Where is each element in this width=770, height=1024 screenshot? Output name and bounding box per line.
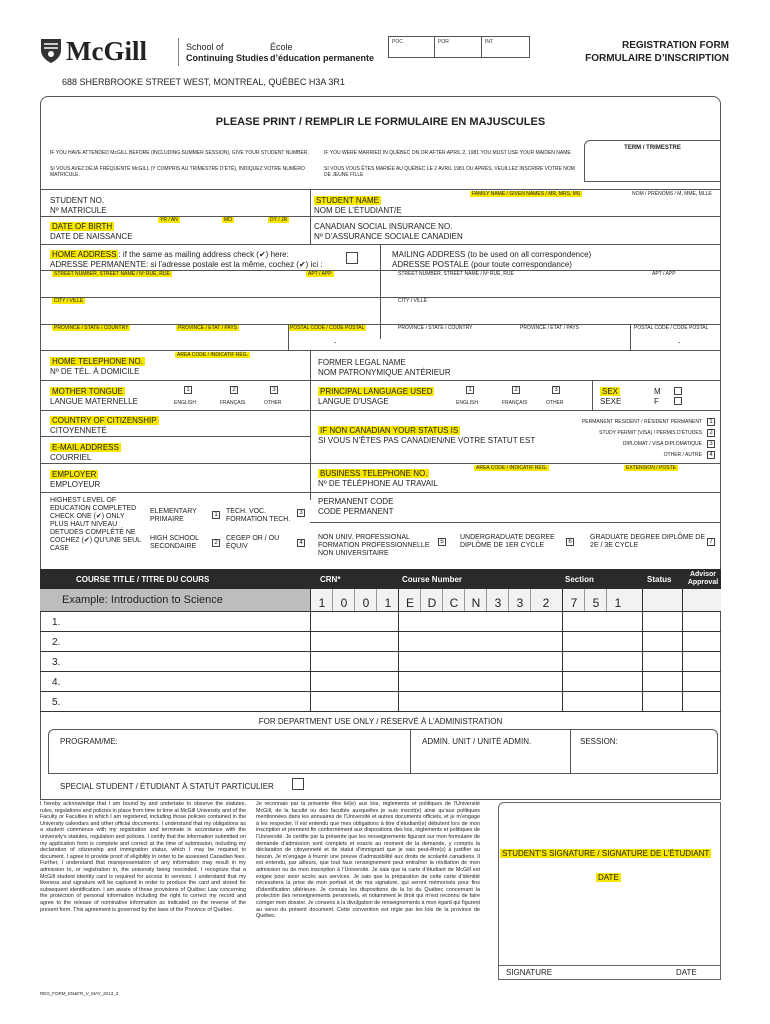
citizenship-label-2: CITOYENNETÉ bbox=[50, 426, 107, 435]
edu-elementary-checkbox[interactable]: 1 bbox=[212, 511, 220, 519]
edu-nonuniv-checkbox[interactable]: 5 bbox=[438, 538, 446, 546]
school-fr-2: d’éducation permanente bbox=[270, 53, 375, 63]
main-heading: PLEASE PRINT / REMPLIR LE FORMULAIRE EN MAJUSCULES bbox=[215, 116, 546, 128]
school-en-1: School of bbox=[186, 42, 224, 52]
form-title-en: REGISTRATION FORM bbox=[621, 40, 729, 51]
biz-tel-input[interactable] bbox=[470, 472, 716, 490]
dob-mo-label: MO bbox=[224, 217, 233, 223]
form-title-fr: FORMULAIRE D’INSCRIPTION bbox=[585, 53, 729, 64]
session-label: SESSION: bbox=[580, 737, 618, 746]
mailing-label-2: ADRESSE POSTALE (pour toute correspondance) bbox=[392, 260, 572, 269]
former-name-label-2: NOM PATRONYMIQUE ANTÉRIEUR bbox=[318, 368, 451, 377]
admin-unit-label: ADMIN. UNIT / UNITÉ ADMIN. bbox=[422, 737, 532, 746]
sex-label-1: SEX bbox=[602, 387, 619, 396]
education-label: HIGHEST LEVEL OF EDUCATION COMPLETED CHECK ONE (✔) ONLY PLUS HAUT NIVEAU DETUDES COMPLÉTÉ NE COCHEZ (✔) QU’UNE SEUL CASE bbox=[50, 497, 141, 552]
col-course-number: Course Number bbox=[402, 575, 463, 584]
family-name-hint: FAMILY NAME / GIVEN NAMES / MR, MRS, MS bbox=[472, 191, 581, 197]
postal-right-hint: POSTAL CODE / CODE POSTAL bbox=[634, 325, 709, 331]
area-code-hint-2: AREA CODE / INDICATIF RÉG. bbox=[476, 465, 548, 471]
edu-techvoc-checkbox[interactable]: 3 bbox=[297, 509, 305, 517]
status-pr-checkbox[interactable]: 1 bbox=[707, 418, 715, 426]
province-fr-right-hint: PROVINCE / ÉTAT / PAYS bbox=[520, 325, 579, 331]
edu-techvoc-label: TECH. VOC. FORMATION TECH. bbox=[226, 508, 291, 523]
mother-tongue-english-checkbox[interactable]: 1 bbox=[184, 386, 192, 394]
apt-right-hint: APT / APP bbox=[652, 271, 676, 277]
street-right-hint: STREET NUMBER, STREET NAME / Nº RUE, RUE bbox=[398, 271, 514, 277]
home-address-text-1: : if the same as mailing address check (✔) here: bbox=[118, 250, 289, 259]
lang-other-label: OTHER bbox=[264, 400, 282, 406]
employer-label-1: EMPLOYER bbox=[52, 470, 97, 479]
status-other-checkbox[interactable]: 4 bbox=[707, 451, 715, 459]
extension-hint: EXTENSION / POSTE bbox=[626, 465, 677, 471]
example-crn-digit: 0 bbox=[340, 596, 348, 610]
status-diplomat-label: DIPLOMAT / VISA DIPLOMATIQUE bbox=[622, 441, 702, 447]
note-attended-en: IF YOU HAVE ATTENDED McGILL BEFORE (INCLUDING SUMMER SESSION), GIVE YOUR STUDENT NUMBER. bbox=[50, 150, 309, 156]
address: 688 SHERBROOKE STREET WEST, MONTREAL, QUÉBEC H3A 3R1 bbox=[62, 77, 345, 87]
lang-english-label: ENGLISH bbox=[174, 400, 196, 406]
course-table-header bbox=[40, 569, 721, 589]
edu-grad-checkbox[interactable]: 7 bbox=[707, 538, 715, 546]
example-course-char: D bbox=[427, 596, 437, 610]
home-tel-label-1: HOME TELEPHONE NO. bbox=[52, 357, 143, 366]
mailing-label-1: MAILING ADDRESS (to be used on all correspondence) bbox=[392, 250, 592, 259]
school-fr-1: École bbox=[270, 42, 293, 52]
student-name-label-2: NOM DE L’ÉTUDIANT/E bbox=[314, 206, 402, 215]
office-box-int: INT bbox=[485, 39, 494, 45]
example-course-char: N bbox=[471, 596, 481, 610]
home-street-input[interactable] bbox=[50, 278, 376, 294]
dob-dy-label: DY / JR bbox=[270, 217, 288, 223]
form-code: REG_FORM_EN&FR_V_MAY_2013_3 bbox=[40, 991, 119, 996]
signature-label: SIGNATURE bbox=[506, 968, 553, 977]
edu-undergrad-label: UNDERGRADUATE DEGREE DIPLÔME DE 1ER CYCLE bbox=[460, 534, 555, 549]
department-heading: FOR DEPARTMENT USE ONLY / RÉSERVÉ À L’ADMINISTRATION bbox=[258, 717, 503, 726]
mother-tongue-label-2: LANGUE MATERNELLE bbox=[50, 397, 138, 406]
office-box-por: POR bbox=[438, 39, 449, 45]
postal-left-dash: - bbox=[334, 340, 337, 347]
former-name-label-1: FORMER LEGAL NAME bbox=[318, 358, 406, 367]
example-course-char: 3 bbox=[516, 596, 524, 610]
example-section-digit: 1 bbox=[614, 596, 622, 610]
area-code-hint-1: AREA CODE / INDICATIF RÉG. bbox=[177, 352, 249, 358]
col-section: Section bbox=[565, 575, 594, 584]
home-address-label bbox=[50, 250, 289, 259]
email-label-1: E-MAIL ADDRESS bbox=[52, 443, 119, 452]
province-fr-left-hint: PROVINCE / ÉTAT / PAYS bbox=[178, 325, 237, 331]
sin-input[interactable] bbox=[500, 220, 718, 242]
student-no-input[interactable] bbox=[120, 190, 310, 216]
sin-label-2: Nº D’ASSURANCE SOCIALE CANADIEN bbox=[314, 232, 463, 241]
col-status: Status bbox=[647, 575, 672, 584]
home-address-highlight: HOME ADDRESS bbox=[52, 250, 117, 259]
course-row: 3. bbox=[52, 657, 61, 668]
legal-text-en: I hereby acknowledge that I am bound by and undertake to observe the statutes, rules, regulations and policies in place from time to time at McGill University and of the Faculty or Faculties in which I am registered, including those policies contained in the University calendars and other official documents. I understand that my obligations as a student commence with my registration and terminate in accordance with the university’s statutes, regulation and policies. I certify that the information submitted on my application form is complete and correct at the time of submission, including my declaration of citizenship and immigration status, which I may be required to document. I agree to provide proof of eligibility in order to be assessed Canadian fees. Further, I understand that misrepresentation of any information may result in my admission to, or registration in, the university being rescinded. I recognize that a McGill student identity card is required for access to services. I understand that my likeness and signature will be captured in order to produce the card and stored for subsequent identification. I am aware of those provisions of Québec Law concerning the protection of personal information including the right to correct my record and agree to the release of nominative information as indicated on the reverse of the present form. This agreement is governed by the laws of the Province of Québec. bbox=[40, 801, 246, 913]
email-label-2: COURRIEL bbox=[50, 453, 92, 462]
non-canadian-label-1: IF NON CANADIAN YOUR STATUS IS bbox=[320, 426, 459, 435]
principal-other-checkbox[interactable]: 3 bbox=[552, 386, 560, 394]
student-signature-label: STUDENT’S SIGNATURE / SIGNATURE DE L’ÉTUDIANT bbox=[502, 849, 710, 858]
apt-left-hint: APT / APP bbox=[308, 271, 332, 277]
mother-tongue-french-checkbox[interactable]: 2 bbox=[230, 386, 238, 394]
edu-undergrad-checkbox[interactable]: 6 bbox=[566, 538, 574, 546]
student-no-label-2: Nº MATRICULE bbox=[50, 206, 107, 215]
status-other-label: OTHER / AUTRE bbox=[663, 452, 702, 458]
email-input[interactable] bbox=[130, 440, 306, 462]
mail-city-input[interactable] bbox=[390, 305, 716, 321]
edu-cegep-label: CEGEP OR / OU ÉQUIV bbox=[226, 535, 280, 550]
non-canadian-label-2: SI VOUS N’ÊTES PAS CANADIEN/NE VOTRE STATUT EST bbox=[318, 436, 536, 445]
postal-right-dash: - bbox=[678, 340, 681, 347]
sin-label-1: CANADIAN SOCIAL INSURANCE NO. bbox=[314, 222, 453, 231]
province-right-hint: PROVINCE / STATE / COUNTRY bbox=[398, 325, 473, 331]
mother-tongue-label-1: MOTHER TONGUE bbox=[52, 387, 123, 396]
edu-cegep-checkbox[interactable]: 4 bbox=[297, 539, 305, 547]
street-left-hint: STREET NUMBER, STREET NAME / Nº RUE, RUE bbox=[54, 271, 170, 277]
edu-nonuniv-label: NON UNIV. PROFESSIONAL FORMATION PROFESSIONNELLE NON UNIVERSITAIRE bbox=[318, 534, 430, 557]
biz-tel-label-2: Nº DE TÉLÉPHONE AU TRAVAIL bbox=[318, 479, 438, 488]
province-left-hint: PROVINCE / STATE / COUNTRY bbox=[54, 325, 129, 331]
perm-code-label-1: PERMANENT CODE bbox=[318, 497, 394, 506]
date-label-top: DATE bbox=[598, 873, 619, 882]
example-course-char: 3 bbox=[494, 596, 502, 610]
office-use-boxes bbox=[388, 36, 530, 58]
sex-m-checkbox[interactable] bbox=[674, 387, 682, 395]
same-address-checkbox[interactable] bbox=[346, 252, 358, 264]
date-label-bottom: DATE bbox=[676, 968, 697, 977]
status-diplomat-checkbox[interactable]: 3 bbox=[707, 440, 715, 448]
example-course-char: E bbox=[405, 596, 414, 610]
home-tel-label-2: Nº DE TÉL. À DOMICILE bbox=[50, 367, 140, 376]
course-row: 4. bbox=[52, 677, 61, 688]
course-row: 5. bbox=[52, 697, 61, 708]
student-name-input[interactable] bbox=[410, 198, 720, 216]
city-right-hint: CITY / VILLE bbox=[398, 298, 428, 304]
example-crn-digit: 1 bbox=[384, 596, 392, 610]
lang-other-label-2: OTHER bbox=[546, 400, 564, 406]
note-married-fr: SI VOUS VOUS ÊTES MARIÉE AU QUÉBEC LE 2 AVRIL 1981 OU APRÈS, VEUILLEZ INSCRIRE VOTRE NOM DE JEUNE FILLE bbox=[324, 166, 575, 178]
col-course-title: COURSE TITLE / TITRE DU COURS bbox=[76, 575, 210, 584]
dob-label-2: DATE DE NAISSANCE bbox=[50, 232, 133, 241]
sex-m-label: M bbox=[654, 387, 661, 396]
col-advisor: Advisor Approval bbox=[687, 571, 719, 586]
office-box-poc: POC bbox=[392, 39, 403, 45]
home-tel-input[interactable] bbox=[170, 358, 306, 376]
principal-lang-label-1: PRINCIPAL LANGUAGE USED bbox=[320, 387, 433, 396]
mail-street-input[interactable] bbox=[390, 278, 716, 294]
sex-label-2: SEXE bbox=[600, 397, 622, 406]
lang-french-label: FRANÇAIS bbox=[220, 400, 246, 406]
lang-english-label-2: ENGLISH bbox=[456, 400, 478, 406]
home-city-input[interactable] bbox=[50, 305, 376, 321]
mother-tongue-other-checkbox[interactable]: 3 bbox=[270, 386, 278, 394]
student-name-label-1: STUDENT NAME bbox=[316, 196, 379, 205]
principal-lang-label-2: LANGUE D’USAGE bbox=[318, 397, 389, 406]
legal-text-fr: Je reconnais par la présente être lié(e) aux lois, règlements et politiques de l’Université McGill, de la faculté ou des facultés auxquelles je suis inscrit(e) ainsi qu’aux politiques mentionnées dans les annuaires de l’Université et autres documents officiels, et je m’engage à les respecter. Il est entendu que mes obligations à titre d’étudiant(e) débutent lors de mon inscription et prennent fin conformément aux dispositions des lois, règlements et politiques de l’Université. Je certifie par la présente que les renseignements figurant sur mon formulaire de demande d’admission sont complets et exacts au moment de la demande, y compris la déclaration de citoyenneté et de statut d’immigrant que je vais peut-être(s) à justifier au besoin. Je m’engage à fournir une preuve d’admissibilité aux droits de scolarité canadiens. Il est entendu, par ailleurs, que tout faux renseignement peut entraîner la résiliation de mon admission ou de mon inscription à l’Université. Je sais que la carte d’étudiant de McGill est exigée pour avoir accès aux services. Je sais que la préparation de cette carte d’identité nécessitera la prise de mon portrait et de ma signature, qui seront mémorisés pour fins d’identification ultérieure. Je connais les dispositions de la loi du Québec concernant la protection des renseignements personnels, et notamment le droit qui m’est reconnu de faire corriger mon dossier. Je consens à la divulgation de renseignements à mon égard qui figurent au verso du présent document. Cette convention est régie par les lois de la province de Québec. bbox=[256, 801, 480, 920]
dob-label-1: DATE OF BIRTH bbox=[52, 222, 113, 231]
principal-french-checkbox[interactable]: 2 bbox=[512, 386, 520, 394]
special-student-label: SPECIAL STUDENT / ÉTUDIANT À STATUT PARTICULIER bbox=[60, 782, 274, 791]
edu-grad-label: GRADUATE DEGREE DIPLÔME DE 2E / 3E CYCLE bbox=[590, 534, 706, 549]
edu-highschool-checkbox[interactable]: 2 bbox=[212, 539, 220, 547]
student-no-label-1: STUDENT NO. bbox=[50, 196, 105, 205]
employer-label-2: EMPLOYEUR bbox=[50, 480, 101, 489]
col-crn: CRN* bbox=[320, 575, 341, 584]
home-address-text-2: ADRESSE PERMANENTE: si l’adresse postale est la même, cochez (✔) ici : bbox=[50, 260, 323, 269]
city-left-hint: CITY / VILLE bbox=[54, 298, 84, 304]
status-visa-checkbox[interactable]: 2 bbox=[707, 429, 715, 437]
note-attended-fr: SI VOUS AVEZ DÉJÀ FRÉQUENTÉ McGILL (Y COMPRIS AU TRIMESTRE D’ÉTÉ), INDIQUEZ VOTRE NUMÉRO MATRICULE. bbox=[50, 166, 305, 178]
example-course-char: C bbox=[449, 596, 459, 610]
edu-highschool-label: HIGH SCHOOL SECONDAIRE bbox=[150, 535, 199, 550]
citizenship-label-1: COUNTRY OF CITIZENSHIP bbox=[52, 416, 157, 425]
biz-tel-label-1: BUSINESS TELEPHONE NO. bbox=[320, 469, 428, 478]
nom-prenoms-hint: NOM / PRÉNOMS / M, MME, MLLE bbox=[632, 191, 712, 197]
status-pr-label: PERMANENT RESIDENT / RÉSIDENT PERMANENT bbox=[581, 419, 702, 425]
program-label: PROGRAM/ME: bbox=[60, 737, 118, 746]
note-married-en: IF YOU WERE MARRIED IN QUÉBEC ON OR AFTER APRIL 2, 1981 YOU MUST USE YOUR MAIDEN NAME. bbox=[324, 150, 573, 156]
perm-code-input[interactable] bbox=[410, 496, 716, 518]
term-label: TERM / TRIMESTRE bbox=[624, 145, 681, 151]
example-crn-digit: 1 bbox=[318, 596, 326, 610]
postal-left-hint: POSTAL CODE / CODE POSTAL bbox=[290, 325, 365, 331]
lang-french-label-2: FRANÇAIS bbox=[502, 400, 528, 406]
special-student-checkbox[interactable] bbox=[292, 778, 304, 790]
mcgill-shield-icon bbox=[40, 38, 62, 64]
status-visa-label: STUDY PERMIT (VISA) / PERMIS D’ÉTUDES bbox=[599, 430, 702, 436]
employer-input[interactable] bbox=[120, 467, 306, 489]
example-section-digit: 7 bbox=[570, 596, 578, 610]
example-title: Example: Introduction to Science bbox=[62, 594, 223, 606]
department-box bbox=[48, 729, 718, 774]
edu-elementary-label: ELEMENTARY PRIMAIRE bbox=[150, 508, 197, 523]
example-course-char: 2 bbox=[542, 596, 550, 610]
sex-f-label: F bbox=[654, 397, 659, 406]
perm-code-label-2: CODE PERMANENT bbox=[318, 507, 394, 516]
logo-text: McGill bbox=[66, 36, 147, 66]
course-row: 1. bbox=[52, 617, 61, 628]
principal-english-checkbox[interactable]: 1 bbox=[466, 386, 474, 394]
sex-f-checkbox[interactable] bbox=[674, 397, 682, 405]
example-section-digit: 5 bbox=[592, 596, 600, 610]
course-row: 2. bbox=[52, 637, 61, 648]
example-crn-digit: 0 bbox=[362, 596, 370, 610]
signature-box[interactable] bbox=[498, 802, 721, 980]
dob-input[interactable] bbox=[150, 222, 306, 242]
school-en-2: Continuing Studies bbox=[186, 53, 269, 63]
dob-yr-label: YR / AN bbox=[160, 217, 178, 223]
